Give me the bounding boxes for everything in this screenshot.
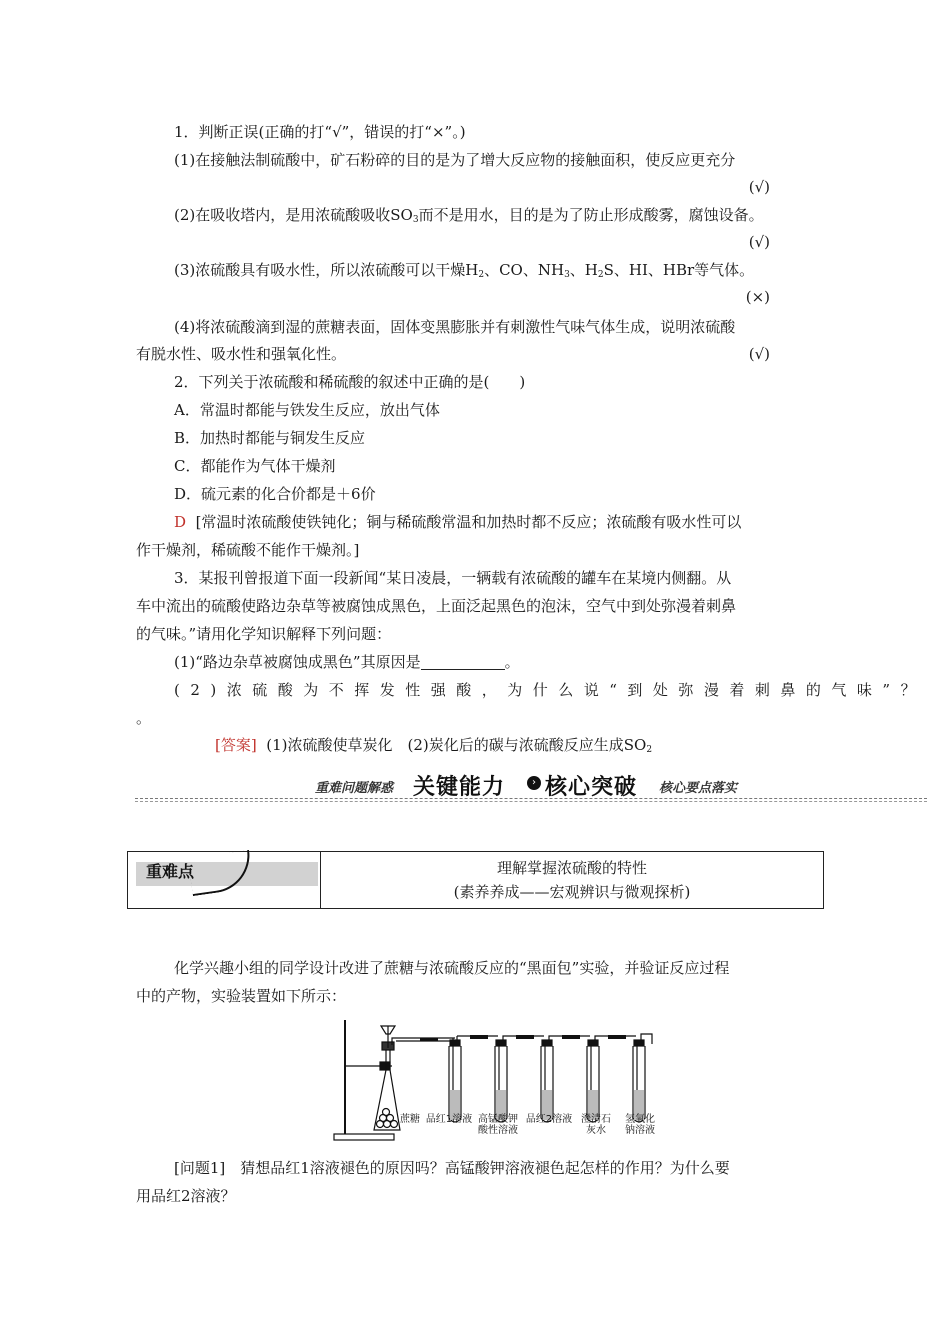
label-pinkred-1: 品红1溶液 — [425, 1114, 473, 1125]
answer-tag: [答案] — [215, 736, 257, 754]
tag-swoosh — [188, 850, 255, 896]
q1-item-2: (2)在吸收塔内，是用浓硫酸吸收$SO_3$而不是用水，目的是为了防止形成酸雾，腐蚀设备。 — [174, 206, 764, 225]
q3-line2: 车中流出的硫酸使路边杂草等被腐蚀成黑色，上面泛起黑色的泡沫，空气中到处弥漫着刺鼻 — [136, 597, 737, 615]
intro-line2: 中的产物，实验装置如下所示： — [136, 987, 347, 1005]
q2-title: 2．下列关于浓硫酸和稀硫酸的叙述中正确的是( ) — [174, 373, 526, 391]
q2-option-b: B．加热时都能与铜发生反应 — [174, 429, 366, 447]
q1-item-1: (1)在接触法制硫酸中，矿石粉碎的目的是为了增大反应物的接触面积，使反应更充分 — [174, 151, 736, 169]
key-point-tag: 重难点 — [146, 862, 195, 881]
experiment-apparatus — [330, 1018, 670, 1144]
label-naoh: 氢氧化 钠溶液 — [625, 1114, 655, 1136]
banner-divider — [135, 798, 927, 799]
problem1-line2: 用品红2溶液？ — [136, 1187, 236, 1205]
q3-sub2: (2)浓硫酸为不挥发性强酸，为什么说“到处弥漫着刺鼻的气味”？ — [174, 681, 927, 699]
label-pinkred-2: 品红2溶液 — [525, 1114, 573, 1125]
q3-sub1: (1)“路边杂草被腐蚀成黑色”其原因是 。 — [174, 653, 520, 671]
key-point-box — [127, 851, 824, 909]
q1-item-1-mark: (√) — [748, 178, 770, 196]
q2-option-c: C．都能作为气体干燥剂 — [174, 457, 336, 475]
banner-arrow-icon: › — [527, 776, 541, 790]
problem1-line1: [问题1] 猜想品红1溶液褪色的原因吗？高锰酸钾溶液褪色起怎样的作用？为什么要 — [174, 1159, 730, 1177]
label-kmno4: 高锰酸钾 酸性溶液 — [478, 1114, 518, 1136]
q1-item-4-line1: (4)将浓硫酸滴到湿的蔗糖表面，固体变黑膨胀并有刺激性气味气体生成，说明浓硫酸 — [174, 318, 736, 336]
q2-answer-line2: 作干燥剂，稀硫酸不能作干燥剂。] — [136, 541, 360, 559]
banner-right-text: 核心要点落实 — [659, 781, 738, 796]
q3-sub2-end: 。 — [136, 709, 152, 727]
answer-blank — [421, 655, 505, 670]
q3-line1: 3．某报刊曾报道下面一段新闻“某日凌晨，一辆载有浓硫酸的罐车在某境内侧翻。从 — [174, 569, 732, 587]
q2-option-d: D．硫元素的化合价都是＋6价 — [174, 485, 376, 503]
q1-item-4-mark: (√) — [748, 345, 770, 363]
key-point-title: 理解掌握浓硫酸的特性 — [496, 859, 647, 877]
q1-item-3-mark: (×) — [745, 288, 770, 306]
intro-line1: 化学兴趣小组的同学设计改进了蔗糖与浓硫酸反应的“黑面包”实验，并验证反应过程 — [174, 959, 730, 977]
q2-option-a: A．常温时都能与铁发生反应，放出气体 — [174, 401, 440, 419]
q1-title: 1．判断正误(正确的打“√”，错误的打“×”。) — [174, 123, 466, 141]
key-point-tag-cell — [128, 852, 321, 908]
banner-left-text: 重难问题解惑 — [315, 781, 394, 796]
q2-answer-letter: D — [174, 513, 187, 531]
section-banner — [135, 768, 927, 804]
label-sugar: 蔗糖 — [400, 1114, 420, 1125]
q3-answer: [答案] (1)浓硫酸使草炭化 (2)炭化后的碳与浓硫酸反应生成$SO_2$ — [215, 736, 653, 755]
q1-item-2-mark: (√) — [748, 233, 770, 251]
label-limewater: 澄清石 灰水 — [581, 1114, 611, 1136]
banner-main-1: 关键能力 — [413, 775, 506, 800]
key-point-subtitle: (素养养成——宏观辨识与微观探析) — [453, 883, 691, 901]
banner-divider-2 — [135, 801, 927, 802]
q3-line3: 的气味。”请用化学知识解释下列问题： — [136, 625, 392, 643]
q1-item-3: (3)浓硫酸具有吸水性，所以浓硫酸可以干燥$H_2$、CO、$NH_3$、$H_2S$、HI、HBr等气体。 — [174, 261, 755, 280]
banner-main-2: 核心突破 — [545, 775, 638, 800]
q1-item-4-line2: 有脱水性、吸水性和强氧化性。 — [136, 345, 347, 363]
q2-answer-line1: D [常温时浓硫酸使铁钝化；铜与稀硫酸常温和加热时都不反应；浓硫酸有吸水性可以 — [174, 513, 742, 531]
